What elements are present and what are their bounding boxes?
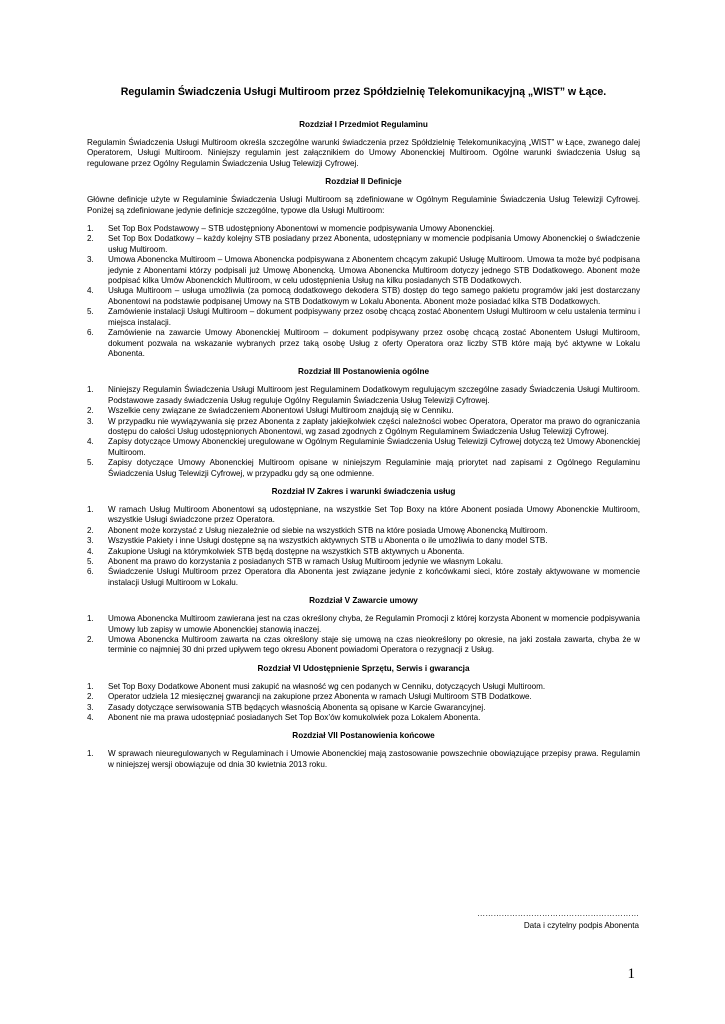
list-item [87,255,640,286]
list-item [87,307,640,328]
list-item-text: Zamówienie na zawarcie Umowy Abonenckiej Multiroom – dokument podpisywany przez osobę chcącą zostać Abonentem Usługi Multiroom, dokument pozwala na wskazanie wybranych przez taką osobę Usług z oferty Operatora oraz liczby STB które mają być aktywne w Lokalu Abonenta. [108,328,640,358]
list-item-number: 2. [87,692,94,702]
section-heading: Rozdział V Zawarcie umowy [309,596,418,606]
list-item [87,547,640,557]
list-item-number: 2. [87,406,94,416]
signature-line: …………………………………………………… [477,909,639,918]
list-item-text: Zasady dotyczące serwisowania STB będących własnością Abonenta są opisane w Karcie Gwarancyjnej. [108,702,486,712]
section-intro: Regulamin Świadczenia Usługi Multiroom określa szczególne warunki świadczenia przez Spółdzielnię Telekomunikacyjną „WIST” w Łące, zwanego dalej Operatorem, Usługi Multiroom. Niniejszy regulamin jest załącznikiem do Umowy Abonenckiej Multiroom. Ogólne warunki świadczenia Usług są regulowane przez Ogólny Regulamin Świadczenia Usług Telewizji Cyfrowej. [87,138,640,168]
list-item-text: Abonent nie ma prawa udostępniać posiadanych Set Top Box’ów komukolwiek poza Lokalem Abonenta. [108,713,481,723]
list-item-text: Zakupione Usługi na którymkolwiek STB będą dostępne na wszystkich STB aktywnych u Abonenta. [108,546,465,556]
list-item-number: 4. [87,713,94,723]
section-heading: Rozdział I Przedmiot Regulaminu [299,120,428,129]
list-item-text: Zapisy dotyczące Umowy Abonenckiej uregulowane w Ogólnym Regulaminie Świadczenia Usług Telewizji Cyfrowej dotyczą też Umowy Abonenckiej Multiroom. [108,437,640,457]
list-item-number: 1. [87,681,94,691]
list-item [87,557,640,567]
section-list [87,682,640,724]
section-heading: Rozdział IV Zakres i warunki świadczenia usług [271,486,456,496]
list-item-number: 6. [87,328,94,338]
list-item-text: Zamówienie instalacji Usługi Multiroom – dokument podpisywany przez osobę chcącą zostać Abonentem Usługi Multiroom w celu ustalenia terminu i miejsca instalacji. [108,307,640,327]
list-item-number: 2. [87,525,94,535]
list-item-text: Operator udziela 12 miesięcznej gwarancji na zakupione przez Abonenta w ramach Usługi Multiroom STB Dodatkowe. [108,692,532,702]
list-item-number: 4. [87,546,94,556]
list-item [87,635,640,656]
document-title: Regulamin Świadczenia Usługi Multiroom przez Spółdzielnię Telekomunikacyjną „WIST” w Łące. [120,86,607,98]
section-list [87,224,640,359]
page-number: 1 [627,966,635,982]
list-item-text: W sprawach nieuregulowanych w Regulaminach i Umowie Abonenckiej mają zastosowanie powszechnie obowiązujące przepisy prawa. Regulamin w niniejszej wersji obowiązuje od dnia 30 kwietnia 2013 roku. [108,749,640,769]
list-item [87,224,640,234]
section-list [87,505,640,588]
list-item-text: Set Top Boxy Dodatkowe Abonent musi zakupić na własność wg cen podanych w Cenniku, dotyczących Usługi Multiroom. [108,681,546,691]
list-item [87,458,640,479]
list-item [87,328,640,359]
list-item-text: Umowa Abonencka Multiroom zawarta na czas określony staje się umową na czas nieokreślony po okresie, na jaki została zawarta, chyba że w terminie co najmniej 30 dni przed upływem tego okresu Abonent powiadomi Operatora o rezygnacji z Usług. [108,635,640,655]
list-item-text: Wszelkie ceny związane ze świadczeniem Abonentowi Usługi Multiroom znajdują się w Cenniku. [108,406,454,416]
list-item [87,536,640,546]
list-item-text: Umowa Abonencka Multiroom zawierana jest na czas określony chyba, że Regulamin Promocji z której korzysta Abonent w momencie podpisywania Umowy lub zapisy w umowie Abonenckiej stanowią inaczej. [108,614,640,634]
section-list [87,749,640,770]
signature-block [477,908,639,932]
list-item [87,286,640,307]
list-item-text: Set Top Box Dodatkowy – każdy kolejny STB posiadany przez Abonenta, udostępniany w momencie podpisania Umowy Abonenckiej o świadczenie usług Multiroom. [108,234,640,254]
list-item-text: Usługa Multiroom – usługa umożliwia (za pomocą dodatkowego dekodera STB) dostęp do tego samego pakietu programów jaki jest dostarczany Abonentowi na podstawie podpisanej Umowy na STB Dodatkowym w Lokalu Abonenta. Abonent może posiadać kilka STB Dodatkowych. [108,286,640,306]
list-item [87,505,640,526]
list-item [87,749,640,770]
list-item-text: W ramach Usług Multiroom Abonentowi są udostępniane, na wszystkie Set Top Boxy na które Abonent posiada Umowy Abonenckie Multiroom, wszystkie Usługi świadczone przez Operatora. [108,504,640,525]
list-item [87,234,640,255]
list-item-number: 1. [87,614,94,624]
list-item-text: Umowa Abonencka Multiroom – Umowa Abonencka podpisywana z Abonentem chcącym zakupić Usługę Multiroom. Umowa ta może być podpisana jedynie z Abonentami którzy podpisali już Umowę Abonencką. Umowa Abonencka Multiroom dotyczy jednego STB Dodatkowego. Abonent może podpisać kilka Umów Abonenckich Multiroom, w celu udostępnienia Usług na kilku posiadanych STB Dodatkowych. [108,255,640,286]
list-item [87,614,640,635]
list-item [87,385,640,406]
list-item-text: Wszystkie Pakiety i inne Usługi dostępne są na wszystkich aktywnych STB u Abonenta o ile umożliwia to dany model STB. [108,536,548,546]
section-list [87,385,640,479]
list-item [87,567,640,588]
list-item-text: Zapisy dotyczące Umowy Abonenckiej Multiroom opisane w niniejszym Regulaminie mają priorytet nad zapisami z Ogólnego Regulaminu Świadczenia Usług Telewizji Cyfrowej, w przypadku gdy są one odmienne. [108,458,640,478]
list-item-number: 6. [87,567,94,577]
list-item [87,682,640,692]
list-item-text: Abonent może korzystać z Usług niezależnie od siebie na wszystkich STB na które posiada Umowę Abonencką Multiroom. [108,525,548,535]
list-item-text: Set Top Box Podstawowy – STB udostępniony Abonentowi w momencie podpisywania Umowy Abonenckiej. [108,224,495,234]
list-item-text: W przypadku nie wywiązywania się przez Abonenta z zapłaty jakiejkolwiek części należności wobec Operatora, Operator ma prawo do ograniczania dostępu do całości Usług udostępnionych Abonentowi, wg zasad zgodnych z Ogólnym Regulaminem Świadczenia Usług Telewizji Cyfrowej. [108,416,640,436]
list-item [87,703,640,713]
list-item-number: 5. [87,458,94,468]
list-item-number: 2. [87,234,94,244]
list-item-number: 5. [87,557,94,566]
list-item [87,692,640,702]
list-item-number: 2. [87,635,94,645]
list-item-number: 1. [87,385,94,395]
signature-caption: Data i czytelny podpis Abonenta [523,921,639,930]
list-item-number: 1. [87,224,94,234]
list-item-number: 1. [87,504,94,514]
list-item-number: 3. [87,702,94,712]
document-body [87,120,640,770]
list-item-number: 3. [87,416,94,426]
list-item-text: Niniejszy Regulamin Świadczenia Usługi Multiroom jest Regulaminem Dodatkowym regulującym szczególne zasady Świadczenia Usługi Multiroom. Podstawowe zasady świadczenia Usług reguluje Ogólny Regulamin Świadczenia Usług Telewizji Cyfrowej. [108,385,640,405]
list-item-number: 4. [87,286,94,296]
document-page [87,86,640,776]
list-item [87,437,640,458]
list-item-number: 1. [87,749,94,759]
list-item [87,406,640,416]
list-item-number: 5. [87,307,94,317]
section-heading: Rozdział VI Udostępnienie Sprzętu, Serwis i gwarancja [257,663,470,673]
section-list [87,614,640,656]
list-item-text: Świadczenie Usługi Multiroom przez Operatora dla Abonenta jest związane jedynie z końcówkami sieci, które zostały aktywowane w momencie instalacji Usługi Multiroom w Lokalu. [108,567,640,587]
list-item-number: 3. [87,255,94,265]
section-heading: Rozdział III Postanowienia ogólne [297,367,429,377]
section-heading: Rozdział VII Postanowienia końcowe [292,731,435,741]
section-heading: Rozdział II Definicje [325,177,402,187]
list-item-number: 3. [87,536,94,546]
list-item [87,526,640,536]
list-item [87,417,640,438]
list-item-text: Abonent ma prawo do korzystania z posiadanych STB w ramach Usług Multiroom jedynie we własnym Lokalu. [108,557,503,566]
section-intro: Główne definicje użyte w Regulaminie Świadczenia Usługi Multiroom są zdefiniowane w Ogólnym Regulaminie Świadczenia Usług Telewizji Cyfrowej. Poniżej są zdefiniowane jedynie definicje szczególne, typowe dla Usługi Multiroom: [87,195,640,215]
list-item-number: 4. [87,437,94,447]
list-item [87,713,640,723]
